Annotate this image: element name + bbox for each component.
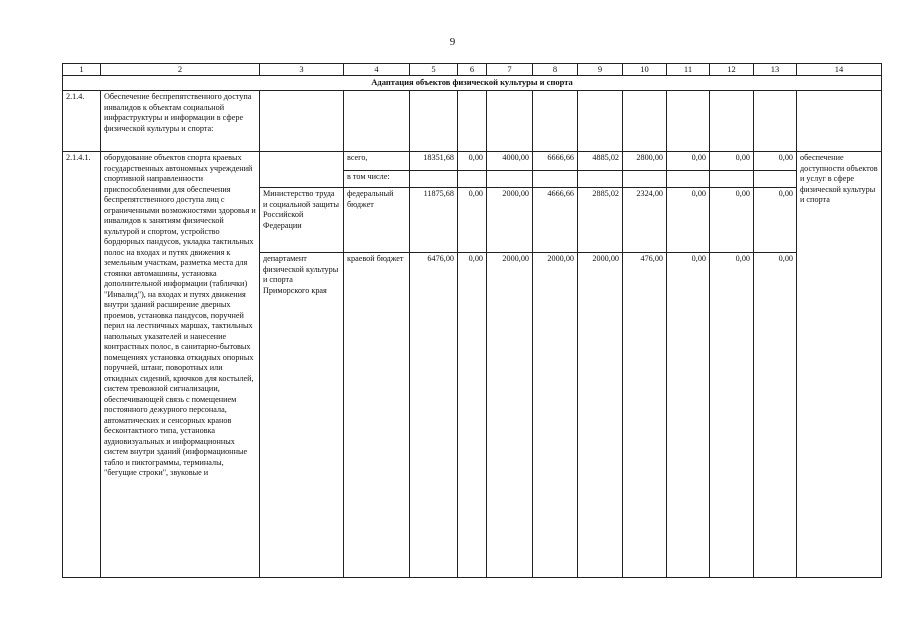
value-cell: 2000,00	[578, 253, 623, 578]
empty-cell	[458, 171, 487, 188]
empty-cell	[410, 91, 458, 152]
value-cell: 0,00	[710, 188, 754, 253]
column-header: 7	[487, 64, 533, 76]
empty-cell	[754, 171, 797, 188]
value-cell: 2324,00	[623, 188, 667, 253]
value-cell: 2000,00	[533, 253, 578, 578]
value-cell: 2000,00	[487, 253, 533, 578]
value-cell: 0,00	[754, 152, 797, 171]
column-header: 11	[667, 64, 710, 76]
value-cell: 2800,00	[623, 152, 667, 171]
value-cell: 0,00	[754, 253, 797, 578]
table-row	[63, 152, 882, 171]
row-description: Обеспечение беспрепятственного доступа инвалидов к объектам социальной инфраструктуры и информации в сфере физической культуры и спорта:	[101, 91, 260, 152]
value-cell: 0,00	[710, 152, 754, 171]
column-header: 10	[623, 64, 667, 76]
empty-cell	[667, 171, 710, 188]
page-bottom-margin	[0, 586, 905, 640]
value-cell: 18351,68	[410, 152, 458, 171]
page-number: 9	[449, 36, 456, 48]
expected-result: обеспечение доступности объектов и услуг в сфере физической культуры и спорта	[797, 152, 882, 578]
column-header: 6	[458, 64, 487, 76]
column-number-row	[63, 64, 882, 76]
value-cell: 2885,02	[578, 188, 623, 253]
value-cell: 11875,68	[410, 188, 458, 253]
empty-cell	[754, 91, 797, 152]
value-cell: 0,00	[458, 152, 487, 171]
value-cell: 0,00	[754, 188, 797, 253]
value-cell: 4666,66	[533, 188, 578, 253]
funding-source: федеральный бюджет	[344, 188, 410, 253]
empty-cell	[623, 171, 667, 188]
empty-cell	[410, 171, 458, 188]
column-header: 12	[710, 64, 754, 76]
funding-source: всего,	[344, 152, 410, 171]
empty-cell	[487, 171, 533, 188]
section-title: Адаптация объектов физической культуры и спорта	[63, 76, 882, 91]
funding-source: краевой бюджет	[344, 253, 410, 578]
value-cell: 6476,00	[410, 253, 458, 578]
value-cell: 0,00	[667, 188, 710, 253]
value-cell: 4000,00	[487, 152, 533, 171]
program-table	[62, 63, 882, 578]
value-cell: 476,00	[623, 253, 667, 578]
executor-cell	[260, 152, 344, 188]
column-header: 14	[797, 64, 882, 76]
executor-cell: Министерство труда и социальной защиты Российской Федерации	[260, 188, 344, 253]
column-header: 1	[63, 64, 101, 76]
column-header: 8	[533, 64, 578, 76]
column-header: 5	[410, 64, 458, 76]
empty-cell	[667, 91, 710, 152]
column-header: 3	[260, 64, 344, 76]
value-cell: 0,00	[458, 188, 487, 253]
empty-cell	[458, 91, 487, 152]
executor-cell: департамент физической культуры и спорта Приморского края	[260, 253, 344, 578]
column-header: 13	[754, 64, 797, 76]
value-cell: 0,00	[458, 253, 487, 578]
empty-cell	[578, 91, 623, 152]
empty-cell	[487, 91, 533, 152]
value-cell: 2000,00	[487, 188, 533, 253]
value-cell: 0,00	[667, 152, 710, 171]
value-cell: 6666,66	[533, 152, 578, 171]
value-cell: 0,00	[667, 253, 710, 578]
funding-source: в том числе:	[344, 171, 410, 188]
empty-cell	[533, 91, 578, 152]
row-code: 2.1.4.1.	[63, 152, 101, 578]
section-row	[63, 76, 882, 91]
row-code: 2.1.4.	[63, 91, 101, 152]
column-header: 4	[344, 64, 410, 76]
row-description: оборудование объектов спорта краевых государственных автономных учреждений спортивной направленности приспособлениями для обеспечения беспрепятственного доступа лиц с ограниченными возможностями здоровья и инвалидов к занятиям физической культурой и спортом, устройство бордюрных пандусов, укладка тактильных полос на входах и путях движения к земельным участкам, разметка места для стоянки автомашины, установка дополнительной информации (таблички) "Инвалид"), на входах и путях движения внутри зданий расширение дверных проемов, установка пандусов, поручней перил на лестничных маршах, тактильных напольных указателей и нанесение контрастных полос, в санитарно-бытовых помещениях установка откидных опорных поручней, штанг, поворотных или откидных сидений, крючков для костылей, систем тревожной сигнализации, обеспечивающей связь с помещением постоянного дежурного персонала, автоматических и сенсорных кранов бесконтактного типа, установка аудиовизуальных и информационных систем внутри зданий (информационные табло и пиктограммы, терминалы, "бегущие строки", звуковые и	[101, 152, 260, 578]
value-cell: 4885,02	[578, 152, 623, 171]
empty-cell	[710, 91, 754, 152]
column-header: 2	[101, 64, 260, 76]
empty-cell	[260, 91, 344, 152]
column-header: 9	[578, 64, 623, 76]
value-cell: 0,00	[710, 253, 754, 578]
empty-cell	[797, 91, 882, 152]
empty-cell	[623, 91, 667, 152]
empty-cell	[344, 91, 410, 152]
table-row	[63, 91, 882, 152]
empty-cell	[578, 171, 623, 188]
empty-cell	[533, 171, 578, 188]
empty-cell	[710, 171, 754, 188]
